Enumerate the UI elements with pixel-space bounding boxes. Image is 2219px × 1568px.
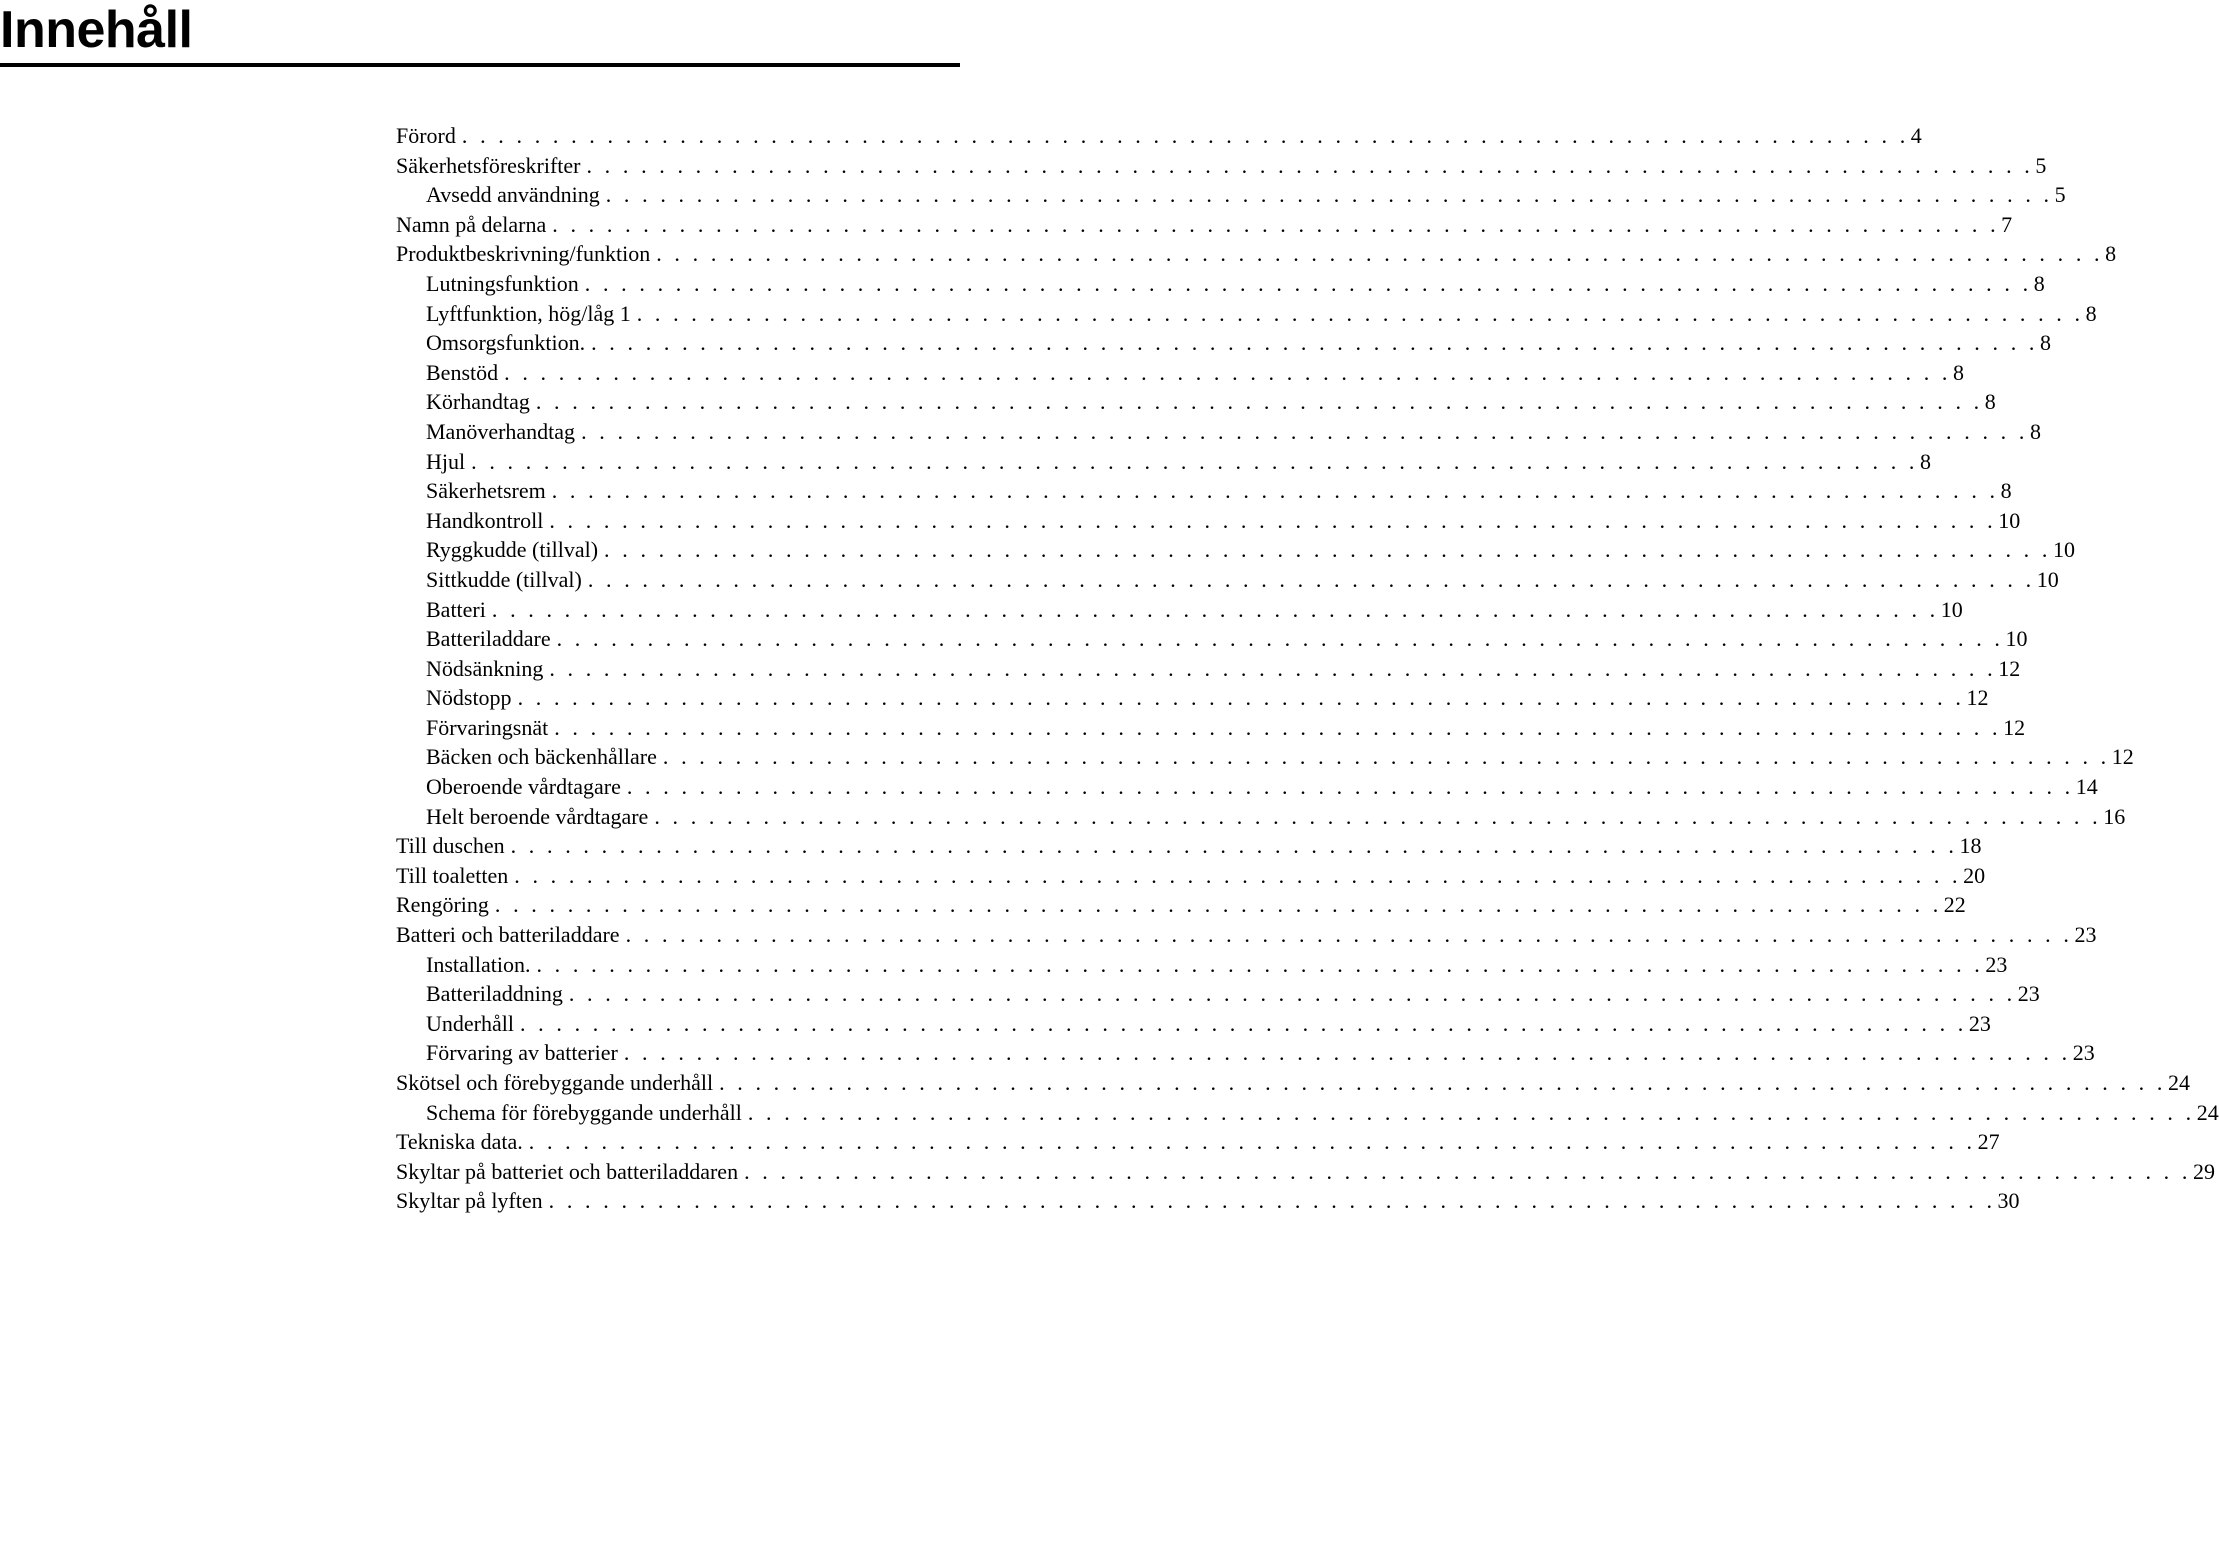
- toc-entry-page-number: 24: [2196, 1099, 2219, 1125]
- toc-entry-page-number: 27: [1977, 1129, 2000, 1155]
- toc-entry[interactable]: [396, 151, 2047, 181]
- toc-entry[interactable]: [396, 683, 1989, 713]
- toc-entry[interactable]: [396, 595, 1963, 625]
- toc-entry[interactable]: [396, 506, 2021, 536]
- toc-entry-label: Schema för förebyggande underhåll: [426, 1099, 742, 1125]
- toc-dot-leader: . . . . . . . . . . . . . . . . . . . . . . . . . . . . . . . . . . . . . . . . . . . . . . . . . . . . . . . . . . . . . . . . . . . . . . . . . . . . . . . .: [581, 418, 2028, 444]
- toc-entry[interactable]: [396, 269, 2045, 299]
- toc-entry-label: Namn på delarna: [396, 211, 547, 237]
- toc-entry-label: Underhåll: [426, 1010, 514, 1036]
- toc-entry-page-number: 10: [2036, 566, 2059, 592]
- table-of-contents: [396, 121, 2219, 1216]
- toc-entry-label: Till toaletten: [396, 862, 509, 888]
- toc-entry[interactable]: [396, 239, 2117, 269]
- toc-entry-page-number: 4: [1910, 123, 1922, 148]
- toc-entry[interactable]: [396, 417, 2041, 447]
- toc-entry-label: Säkerhetsföreskrifter: [396, 152, 581, 178]
- toc-entry-page-number: 12: [1966, 685, 1989, 711]
- toc-dot-leader: . . . . . . . . . . . . . . . . . . . . . . . . . . . . . . . . . . . . . . . . . . . . . . . . . . . . . . . . . . . . . . . . . . . . . . . . . . . . . . . .: [471, 448, 1919, 474]
- toc-entry-label: Förvaring av batterier: [426, 1040, 618, 1066]
- toc-entry-label: Förord: [396, 123, 456, 148]
- title-divider: [0, 63, 960, 67]
- toc-entry-label: Hjul: [426, 448, 466, 474]
- toc-dot-leader: . . . . . . . . . . . . . . . . . . . . . . . . . . . . . . . . . . . . . . . . . . . . . . . . . . . . . . . . . . . . . . . . . . . . . . . . . . . . . . . .: [549, 655, 1997, 681]
- toc-entry[interactable]: [396, 772, 2098, 802]
- toc-entry-page-number: 8: [2000, 478, 2012, 504]
- toc-dot-leader: . . . . . . . . . . . . . . . . . . . . . . . . . . . . . . . . . . . . . . . . . . . . . . . . . . . . . . . . . . . . . . . . . . . . . . . . . . . . . . . .: [587, 566, 2035, 592]
- toc-entry-page-number: 20: [1963, 862, 1986, 888]
- toc-entry[interactable]: [396, 210, 2013, 240]
- toc-entry-page-number: 8: [2029, 418, 2041, 444]
- toc-dot-leader: . . . . . . . . . . . . . . . . . . . . . . . . . . . . . . . . . . . . . . . . . . . . . . . . . . . . . . . . . . . . . . . . . . . . . . . . . . . . . . . .: [604, 537, 2051, 563]
- toc-entry-label: Nödstopp: [426, 685, 512, 711]
- toc-entry-label: Batteriladdning: [426, 981, 563, 1007]
- toc-entry[interactable]: [396, 121, 1922, 151]
- toc-entry-page-number: 24: [2167, 1070, 2190, 1095]
- toc-entry[interactable]: [396, 1127, 2000, 1157]
- toc-entry[interactable]: [396, 861, 1986, 891]
- toc-entry-page-number: 18: [1959, 833, 1982, 859]
- toc-entry[interactable]: [396, 1068, 2190, 1098]
- toc-dot-leader: . . . . . . . . . . . . . . . . . . . . . . . . . . . . . . . . . . . . . . . . . . . . . . . . . . . . . . . . . . . . . . . . . . . . . . . . . . . . . . . .: [568, 981, 2016, 1007]
- toc-entry[interactable]: [396, 890, 1966, 920]
- toc-entry-page-number: 8: [2040, 330, 2052, 356]
- toc-entry[interactable]: [396, 1157, 2215, 1187]
- toc-entry-label: Ryggkudde (tillval): [426, 537, 599, 563]
- toc-entry-page-number: 10: [2005, 626, 2028, 652]
- toc-entry-page-number: 30: [1997, 1188, 2020, 1214]
- toc-entry-label: Tekniska data.: [396, 1129, 523, 1155]
- toc-entry[interactable]: [396, 565, 2059, 595]
- toc-dot-leader: . . . . . . . . . . . . . . . . . . . . . . . . . . . . . . . . . . . . . . . . . . . . . . . . . . . . . . . . . . . . . . . . . . . . . . . . . . . . . . . .: [626, 774, 2074, 800]
- toc-dot-leader: . . . . . . . . . . . . . . . . . . . . . . . . . . . . . . . . . . . . . . . . . . . . . . . . . . . . . . . . . . . . . . . . . . . . . . . . . . . . . . . .: [623, 1040, 2071, 1066]
- toc-dot-leader: . . . . . . . . . . . . . . . . . . . . . . . . . . . . . . . . . . . . . . . . . . . . . . . . . . . . . . . . . . . . . . . . . . . . . . . . . . . . . . . .: [491, 596, 1939, 622]
- toc-entry-page-number: 22: [1943, 892, 1966, 918]
- toc-dot-leader: . . . . . . . . . . . . . . . . . . . . . . . . . . . . . . . . . . . . . . . . . . . . . . . . . . . . . . . . . . . . . . . . . . . . . . . . . . . . . . . .: [556, 626, 2004, 652]
- toc-entry[interactable]: [396, 1098, 2219, 1128]
- toc-entry[interactable]: [396, 979, 2040, 1009]
- toc-dot-leader: . . . . . . . . . . . . . . . . . . . . . . . . . . . . . . . . . . . . . . . . . . . . . . . . . . . . . . . . . . . . . . . . . . . . . . . . . . . . . . . .: [554, 714, 2002, 740]
- toc-entry-page-number: 7: [2001, 211, 2013, 237]
- toc-entry[interactable]: [396, 328, 2052, 358]
- toc-entry-page-number: 12: [2111, 744, 2134, 770]
- toc-entry-page-number: 29: [2192, 1158, 2215, 1184]
- toc-dot-leader: . . . . . . . . . . . . . . . . . . . . . . . . . . . . . . . . . . . . . . . . . . . . . . . . . . . . . . . . . . . . . . . . . . . . . . . . . . . . . . . .: [719, 1070, 2166, 1095]
- toc-entry-label: Rengöring: [396, 892, 489, 918]
- toc-entry-label: Omsorgsfunktion.: [426, 330, 586, 356]
- toc-entry-label: Lyftfunktion, hög/låg 1: [426, 300, 631, 326]
- toc-entry-label: Skyltar på batteriet och batteriladdaren: [396, 1158, 739, 1184]
- toc-dot-leader: . . . . . . . . . . . . . . . . . . . . . . . . . . . . . . . . . . . . . . . . . . . . . . . . . . . . . . . . . . . . . . . . . . . . . . . . . . . . . . . .: [535, 389, 1983, 415]
- toc-dot-leader: . . . . . . . . . . . . . . . . . . . . . . . . . . . . . . . . . . . . . . . . . . . . . . . . . . . . . . . . . . . . . . . . . . . . . . . . . . . . . . . .: [551, 478, 1999, 504]
- toc-dot-leader: . . . . . . . . . . . . . . . . . . . . . . . . . . . . . . . . . . . . . . . . . . . . . . . . . . . . . . . . . . . . . . . . . . . . . . . . . . . . . . . .: [584, 270, 2032, 296]
- toc-entry[interactable]: [396, 831, 1982, 861]
- toc-dot-leader: . . . . . . . . . . . . . . . . . . . . . . . . . . . . . . . . . . . . . . . . . . . . . . . . . . . . . . . . . . . . . . . . . . . . . . . . . . . . . . . .: [605, 182, 2053, 208]
- toc-dot-leader: . . . . . . . . . . . . . . . . . . . . . . . . . . . . . . . . . . . . . . . . . . . . . . . . . . . . . . . . . . . . . . . . . . . . . . . . . . . . . . . .: [591, 330, 2039, 356]
- toc-entry-label: Förvaringsnät: [426, 714, 549, 740]
- toc-entry[interactable]: [396, 1009, 1991, 1039]
- toc-dot-leader: . . . . . . . . . . . . . . . . . . . . . . . . . . . . . . . . . . . . . . . . . . . . . . . . . . . . . . . . . . . . . . . . . . . . . . . . . . . . . . . .: [654, 803, 2102, 829]
- toc-entry-page-number: 23: [2072, 1040, 2095, 1066]
- toc-entry[interactable]: [396, 535, 2075, 565]
- toc-entry-page-number: 14: [2075, 774, 2098, 800]
- toc-entry[interactable]: [396, 1186, 2020, 1216]
- toc-entry-page-number: 8: [2085, 300, 2097, 326]
- toc-entry-label: Batteri: [426, 596, 486, 622]
- toc-entry[interactable]: [396, 624, 2028, 654]
- toc-entry-label: Batteri och batteriladdare: [396, 922, 620, 948]
- toc-dot-leader: . . . . . . . . . . . . . . . . . . . . . . . . . . . . . . . . . . . . . . . . . . . . . . . . . . . . . . . . . . . . . . . . . . . . . . . . . . . . . . . .: [536, 951, 1984, 977]
- toc-entry-label: Avsedd användning: [426, 182, 600, 208]
- toc-entry-page-number: 12: [1998, 655, 2021, 681]
- toc-dot-leader: . . . . . . . . . . . . . . . . . . . . . . . . . . . . . . . . . . . . . . . . . . . . . . . . . . . . . . . . . . . . . . . . . . . . . . . . . . . . . . . .: [744, 1158, 2191, 1184]
- toc-entry[interactable]: [396, 654, 2021, 684]
- toc-dot-leader: . . . . . . . . . . . . . . . . . . . . . . . . . . . . . . . . . . . . . . . . . . . . . . . . . . . . . . . . . . . . . . . . . . . . . . . . . . . . . . . .: [586, 152, 2034, 178]
- toc-entry-page-number: 8: [2105, 241, 2117, 267]
- toc-entry-label: Säkerhetsrem: [426, 478, 546, 504]
- toc-entry-label: Nödsänkning: [426, 655, 544, 681]
- toc-entry-page-number: 23: [2074, 922, 2097, 948]
- toc-dot-leader: . . . . . . . . . . . . . . . . . . . . . . . . . . . . . . . . . . . . . . . . . . . . . . . . . . . . . . . . . . . . . . . . . . . . . . . . . . . . . . . .: [494, 892, 1942, 918]
- toc-entry-page-number: 23: [1985, 951, 2008, 977]
- toc-entry[interactable]: [396, 387, 1996, 417]
- toc-entry[interactable]: [396, 802, 2126, 832]
- toc-entry-page-number: 10: [1998, 507, 2021, 533]
- toc-dot-leader: . . . . . . . . . . . . . . . . . . . . . . . . . . . . . . . . . . . . . . . . . . . . . . . . . . . . . . . . . . . . . . . . . . . . . . . . . . . . . . . .: [517, 685, 1965, 711]
- toc-dot-leader: . . . . . . . . . . . . . . . . . . . . . . . . . . . . . . . . . . . . . . . . . . . . . . . . . . . . . . . . . . . . . . . . . . . . . . . . . . . . . . . .: [636, 300, 2084, 326]
- toc-dot-leader: . . . . . . . . . . . . . . . . . . . . . . . . . . . . . . . . . . . . . . . . . . . . . . . . . . . . . . . . . . . . . . . . . . . . . . . . . . . . . . . .: [552, 211, 2000, 237]
- toc-entry[interactable]: [396, 920, 2097, 950]
- toc-dot-leader: . . . . . . . . . . . . . . . . . . . . . . . . . . . . . . . . . . . . . . . . . . . . . . . . . . . . . . . . . . . . . . . . . . . . . . . . . . . . . . . .: [510, 833, 1958, 859]
- toc-entry-page-number: 10: [2052, 537, 2075, 563]
- toc-entry-label: Manöverhandtag: [426, 418, 576, 444]
- toc-entry-page-number: 23: [2017, 981, 2040, 1007]
- toc-entry-page-number: 8: [2033, 270, 2045, 296]
- toc-entry-page-number: 5: [2035, 152, 2047, 178]
- toc-entry[interactable]: [396, 447, 1932, 477]
- toc-entry-label: Installation.: [426, 951, 531, 977]
- toc-entry-label: Lutningsfunktion: [426, 270, 579, 296]
- toc-entry-label: Benstöd: [426, 359, 499, 385]
- toc-entry-label: Produktbeskrivning/funktion: [396, 241, 651, 267]
- toc-entry[interactable]: [396, 299, 2097, 329]
- toc-entry[interactable]: [396, 180, 2066, 210]
- toc-entry-label: Sittkudde (tillval): [426, 566, 582, 592]
- toc-entry[interactable]: [396, 713, 2026, 743]
- toc-dot-leader: . . . . . . . . . . . . . . . . . . . . . . . . . . . . . . . . . . . . . . . . . . . . . . . . . . . . . . . . . . . . . . . . . . . . . . . . . . . . . . . .: [504, 359, 1952, 385]
- toc-entry-label: Bäcken och bäckenhållare: [426, 744, 657, 770]
- toc-entry[interactable]: [396, 476, 2012, 506]
- toc-entry-label: Handkontroll: [426, 507, 544, 533]
- toc-dot-leader: . . . . . . . . . . . . . . . . . . . . . . . . . . . . . . . . . . . . . . . . . . . . . . . . . . . . . . . . . . . . . . . . . . . . . . . . . . . . . . . .: [519, 1010, 1967, 1036]
- toc-dot-leader: . . . . . . . . . . . . . . . . . . . . . . . . . . . . . . . . . . . . . . . . . . . . . . . . . . . . . . . . . . . . . . . . . . . . . . . . . . . . . . . .: [662, 744, 2110, 770]
- toc-entry[interactable]: [396, 358, 1965, 388]
- toc-dot-leader: . . . . . . . . . . . . . . . . . . . . . . . . . . . . . . . . . . . . . . . . . . . . . . . . . . . . . . . . . . . . . . . . . . . . . . . . . . . . . . . .: [514, 862, 1962, 888]
- toc-entry-page-number: 12: [2003, 714, 2026, 740]
- toc-dot-leader: . . . . . . . . . . . . . . . . . . . . . . . . . . . . . . . . . . . . . . . . . . . . . . . . . . . . . . . . . . . . . . . . . . . . . . . . . . . . . . . .: [747, 1099, 2195, 1125]
- toc-entry-label: Oberoende vårdtagare: [426, 774, 621, 800]
- toc-entry[interactable]: [396, 950, 2008, 980]
- toc-dot-leader: . . . . . . . . . . . . . . . . . . . . . . . . . . . . . . . . . . . . . . . . . . . . . . . . . . . . . . . . . . . . . . . . . . . . . . . . . . . . . . . .: [548, 1188, 1996, 1214]
- toc-entry[interactable]: [396, 742, 2134, 772]
- toc-entry-page-number: 10: [1940, 596, 1963, 622]
- toc-entry-label: Skötsel och förebyggande underhåll: [396, 1070, 714, 1095]
- toc-entry-page-number: 8: [1984, 389, 1996, 415]
- toc-dot-leader: . . . . . . . . . . . . . . . . . . . . . . . . . . . . . . . . . . . . . . . . . . . . . . . . . . . . . . . . . . . . . . . . . . . . . . . . . . . . . . . .: [549, 507, 1997, 533]
- toc-dot-leader: . . . . . . . . . . . . . . . . . . . . . . . . . . . . . . . . . . . . . . . . . . . . . . . . . . . . . . . . . . . . . . . . . . . . . . . . . . . . . . . .: [625, 922, 2073, 948]
- toc-entry-page-number: 8: [1953, 359, 1965, 385]
- toc-entry-label: Skyltar på lyften: [396, 1188, 543, 1214]
- toc-entry-label: Till duschen: [396, 833, 505, 859]
- toc-entry-page-number: 16: [2103, 803, 2126, 829]
- toc-dot-leader: . . . . . . . . . . . . . . . . . . . . . . . . . . . . . . . . . . . . . . . . . . . . . . . . . . . . . . . . . . . . . . . . . . . . . . . . . . . . . . . .: [656, 241, 2104, 267]
- toc-dot-leader: . . . . . . . . . . . . . . . . . . . . . . . . . . . . . . . . . . . . . . . . . . . . . . . . . . . . . . . . . . . . . . . . . . . . . . . . . . . . . . . .: [528, 1129, 1976, 1155]
- toc-entry-label: Körhandtag: [426, 389, 530, 415]
- toc-dot-leader: . . . . . . . . . . . . . . . . . . . . . . . . . . . . . . . . . . . . . . . . . . . . . . . . . . . . . . . . . . . . . . . . . . . . . . . . . . . . . . . .: [461, 123, 1909, 148]
- toc-entry-page-number: 8: [1920, 448, 1932, 474]
- toc-entry[interactable]: [396, 1038, 2095, 1068]
- toc-entry-label: Batteriladdare: [426, 626, 551, 652]
- toc-entry-page-number: 5: [2054, 182, 2066, 208]
- page-title: Innehåll: [0, 1, 193, 59]
- toc-entry-label: Helt beroende vårdtagare: [426, 803, 649, 829]
- toc-entry-page-number: 23: [1968, 1010, 1991, 1036]
